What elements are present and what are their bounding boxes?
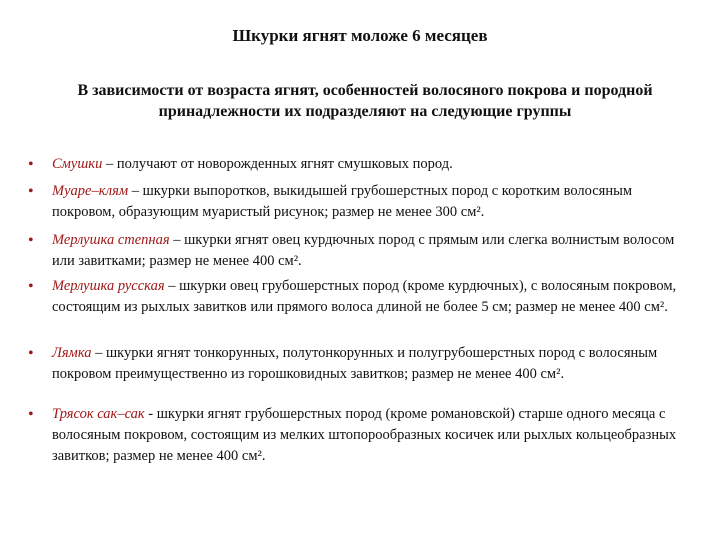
- item-description: - шкурки ягнят грубошерстных пород (кроме романовской) старше одного месяца с волосяным покровом, состоящим из мелких штопорообразных косичек или рыхлых кольцеобразных завитков; размер не менее 400 см².: [52, 406, 677, 464]
- item-text: [52, 276, 692, 318]
- bullet-icon: •: [28, 183, 34, 200]
- item-text: [52, 343, 692, 385]
- item-description: – шкурки овец грубошерстных пород (кроме курдючных), с волосяным покровом, состоящим из рыхлых завитков или прямого волоса длиной не более 5 см; размер не менее 400 см².: [52, 278, 677, 315]
- bullet-icon: •: [28, 345, 34, 362]
- item-description: – шкурки ягнят овец курдючных пород с прямым или слегка волнистым волосом или завитками; размер не менее 400 см².: [52, 232, 675, 269]
- item-text: [52, 181, 692, 223]
- bullet-icon: •: [28, 406, 34, 423]
- page-title: Шкурки ягнят моложе 6 месяцев: [232, 26, 488, 45]
- item-description: – получают от новорожденных ягнят смушковых пород.: [102, 156, 453, 172]
- intro-text: В зависимости от возраста ягнят, особенностей волосяного покрова и породной принадлежности их подразделяют на следующие группы: [77, 82, 653, 120]
- bullet-icon: •: [28, 232, 34, 249]
- item-description: – шкурки выпоротков, выкидышей грубошерстных пород с коротким волосяным покровом, образующим муаристый рисунок; размер не менее 300 см².: [52, 183, 633, 220]
- item-term: Муаре–клям: [52, 183, 129, 199]
- item-term: Лямка: [52, 345, 92, 361]
- item-text: [52, 404, 692, 467]
- item-term: Смушки: [52, 156, 103, 172]
- bullet-icon: •: [28, 156, 34, 173]
- item-term: Мерлушка русская: [52, 278, 165, 294]
- item-term: Мерлушка степная: [52, 232, 170, 248]
- bullet-icon: •: [28, 278, 34, 295]
- item-term: Трясок сак–сак: [52, 406, 145, 422]
- item-description: – шкурки ягнят тонкорунных, полутонкорунных и полугрубошерстных пород с волосяным покровом преимущественно из горошковидных завитков; размер не менее 400 см².: [52, 345, 658, 382]
- item-text: [52, 154, 692, 175]
- item-text: [52, 230, 692, 272]
